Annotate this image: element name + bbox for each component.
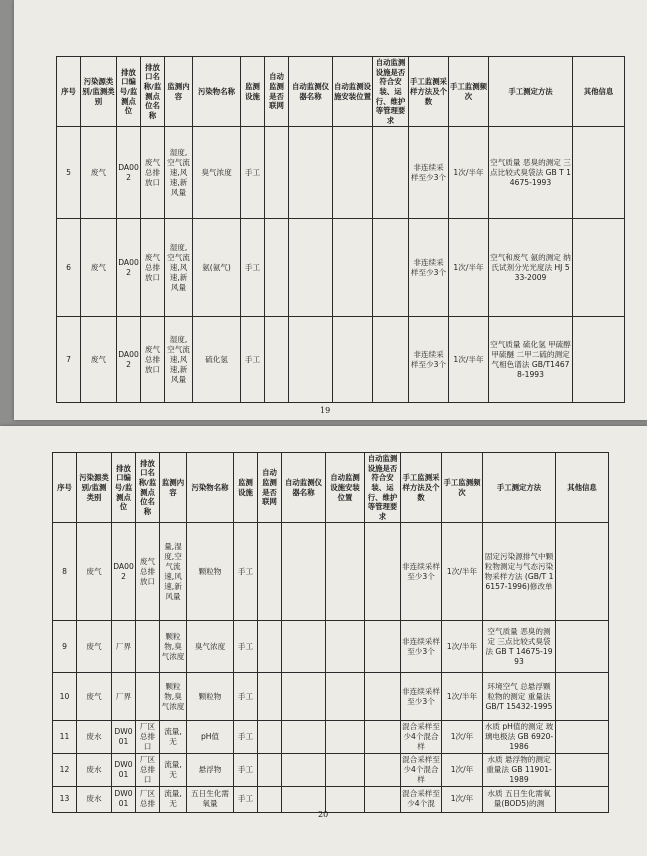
cell-serial-no: 7 xyxy=(57,317,81,403)
cell-monitoring-content: 流量,无 xyxy=(160,721,187,754)
cell-other-info xyxy=(573,317,625,403)
cell-monitoring-content: 湿度,空气流速,风速,新风量 xyxy=(165,127,193,219)
cell-monitoring-content: 流量,无 xyxy=(160,786,187,812)
page-number: 20 xyxy=(318,810,329,819)
cell-manual-frequency: 1次/年 xyxy=(442,786,483,812)
cell-auto-install-position xyxy=(326,621,365,673)
cell-manual-method: 空气质量 硫化氢 甲硫醇 甲硫醚 二甲二硫的测定 气相色谱法 GB/T14678-1993 xyxy=(489,317,573,403)
cell-auto-instrument xyxy=(282,721,326,754)
table-row xyxy=(53,621,609,673)
cell-pollutant-name: 臭气浓度 xyxy=(187,621,234,673)
cell-monitoring-facility: 手工 xyxy=(234,786,258,812)
table-row xyxy=(53,753,609,786)
cell-outlet-code: DW001 xyxy=(112,786,136,812)
cell-monitoring-facility: 手工 xyxy=(241,219,265,317)
cell-pollutant-name: 悬浮物 xyxy=(187,753,234,786)
cell-outlet-code: DA002 xyxy=(117,127,141,219)
cell-monitoring-content: 颗粒物,臭气浓度 xyxy=(160,673,187,721)
cell-auto-install-position xyxy=(333,219,373,317)
header-manual-frequency: 手工监测频次 xyxy=(449,57,489,127)
cell-monitoring-facility: 手工 xyxy=(234,721,258,754)
cell-monitoring-facility: 手工 xyxy=(241,127,265,219)
header-pollutant-category: 污染源类别/监测类别 xyxy=(77,453,112,523)
header-monitoring-content: 监测内容 xyxy=(165,57,193,127)
cell-auto-instrument xyxy=(289,317,333,403)
cell-serial-no: 6 xyxy=(57,219,81,317)
cell-manual-method: 空气和废气 氨的测定 纳氏试剂分光光度法 HJ 533-2009 xyxy=(489,219,573,317)
cell-manual-method: 空气质量 恶臭的测定 三点比较式臭袋法 GB T 14675-1993 xyxy=(483,621,556,673)
cell-manual-sampling: 非连续采样至少3个 xyxy=(409,219,449,317)
cell-auto-compliance xyxy=(365,721,401,754)
cell-pollutant-name: 氨(氨气) xyxy=(193,219,241,317)
cell-serial-no: 10 xyxy=(53,673,77,721)
header-other-info: 其他信息 xyxy=(573,57,625,127)
cell-pollutant-category: 废水 xyxy=(77,721,112,754)
cell-manual-frequency: 1次/半年 xyxy=(449,219,489,317)
header-manual-sampling: 手工监测采样方法及个数 xyxy=(401,453,442,523)
cell-auto-install-position xyxy=(326,721,365,754)
cell-auto-install-position xyxy=(333,127,373,219)
cell-other-info xyxy=(556,721,609,754)
cell-auto-install-position xyxy=(326,523,365,621)
cell-auto-networked xyxy=(258,621,282,673)
cell-manual-frequency: 1次/半年 xyxy=(442,673,483,721)
cell-auto-compliance xyxy=(365,786,401,812)
cell-other-info xyxy=(556,621,609,673)
cell-manual-method: 水质 五日生化需氧量(BOD5)的测 xyxy=(483,786,556,812)
cell-outlet-code: DW001 xyxy=(112,753,136,786)
cell-pollutant-category: 废气 xyxy=(77,673,112,721)
cell-other-info xyxy=(556,523,609,621)
cell-auto-install-position xyxy=(326,753,365,786)
monitoring-table-page-19 xyxy=(56,56,625,403)
header-serial-no: 序号 xyxy=(53,453,77,523)
cell-pollutant-category: 废水 xyxy=(77,786,112,812)
cell-manual-sampling: 混合采样至少4个混 xyxy=(401,786,442,812)
cell-auto-instrument xyxy=(289,127,333,219)
cell-manual-sampling: 非连续采样至少3个 xyxy=(409,127,449,219)
cell-pollutant-category: 废气 xyxy=(81,317,117,403)
table-row xyxy=(57,219,625,317)
cell-monitoring-content: 湿度,空气流速,风速,新风量 xyxy=(165,219,193,317)
cell-manual-sampling: 非连续采样至少3个 xyxy=(401,621,442,673)
page-20 xyxy=(0,426,647,856)
cell-pollutant-category: 废气 xyxy=(77,523,112,621)
cell-manual-sampling: 非连续采样至少3个 xyxy=(401,673,442,721)
cell-auto-compliance xyxy=(373,317,409,403)
header-auto-instrument: 自动监测仪器名称 xyxy=(289,57,333,127)
cell-auto-instrument xyxy=(282,621,326,673)
cell-auto-instrument xyxy=(289,219,333,317)
cell-outlet-name: 厂区总排 xyxy=(136,786,160,812)
cell-outlet-name: 厂区总排口 xyxy=(136,753,160,786)
cell-auto-compliance xyxy=(373,219,409,317)
cell-pollutant-name: pH值 xyxy=(187,721,234,754)
header-pollutant-name: 污染物名称 xyxy=(193,57,241,127)
cell-auto-instrument xyxy=(282,753,326,786)
cell-monitoring-facility: 手工 xyxy=(234,753,258,786)
table-row xyxy=(53,721,609,754)
cell-manual-frequency: 1次/年 xyxy=(442,721,483,754)
cell-other-info xyxy=(556,673,609,721)
cell-manual-frequency: 1次/半年 xyxy=(442,621,483,673)
cell-auto-install-position xyxy=(333,317,373,403)
cell-outlet-name xyxy=(136,621,160,673)
cell-auto-instrument xyxy=(282,523,326,621)
header-pollutant-name: 污染物名称 xyxy=(187,453,234,523)
cell-manual-method: 环境空气 总悬浮颗粒物的测定 重量法 GB/T 15432-1995 xyxy=(483,673,556,721)
cell-pollutant-name: 硫化氢 xyxy=(193,317,241,403)
cell-outlet-code: DA002 xyxy=(117,317,141,403)
cell-auto-instrument xyxy=(282,673,326,721)
cell-pollutant-name: 颗粒物 xyxy=(187,523,234,621)
cell-pollutant-category: 废气 xyxy=(77,621,112,673)
header-serial-no: 序号 xyxy=(57,57,81,127)
table-row xyxy=(57,127,625,219)
cell-monitoring-content: 量,湿度,空气流速,风速,新风量 xyxy=(160,523,187,621)
cell-manual-method: 水质 悬浮物的测定 重量法 GB 11901-1989 xyxy=(483,753,556,786)
cell-other-info xyxy=(573,219,625,317)
cell-auto-networked xyxy=(258,753,282,786)
table-row xyxy=(53,673,609,721)
cell-outlet-name: 废气总排放口 xyxy=(141,219,165,317)
header-manual-method: 手工测定方法 xyxy=(483,453,556,523)
cell-pollutant-category: 废气 xyxy=(81,127,117,219)
cell-auto-compliance xyxy=(365,753,401,786)
cell-outlet-name xyxy=(136,673,160,721)
cell-auto-compliance xyxy=(365,523,401,621)
header-pollutant-category: 污染源类别/监测类别 xyxy=(81,57,117,127)
cell-serial-no: 12 xyxy=(53,753,77,786)
cell-manual-method: 水质 pH值的测定 玻璃电极法 GB 6920-1986 xyxy=(483,721,556,754)
cell-auto-networked xyxy=(265,219,289,317)
cell-auto-networked xyxy=(265,127,289,219)
cell-auto-instrument xyxy=(282,786,326,812)
cell-serial-no: 11 xyxy=(53,721,77,754)
table-row xyxy=(53,523,609,621)
header-auto-networked: 自动监测是否联网 xyxy=(258,453,282,523)
cell-pollutant-category: 废水 xyxy=(77,753,112,786)
cell-manual-sampling: 非连续采样至少3个 xyxy=(401,523,442,621)
header-manual-frequency: 手工监测频次 xyxy=(442,453,483,523)
cell-outlet-code: DW001 xyxy=(112,721,136,754)
cell-outlet-code: DA002 xyxy=(117,219,141,317)
cell-serial-no: 5 xyxy=(57,127,81,219)
cell-manual-frequency: 1次/半年 xyxy=(449,127,489,219)
header-auto-compliance: 自动监测设施是否符合安装、运行、维护等管理要求 xyxy=(365,453,401,523)
cell-monitoring-content: 流量,无 xyxy=(160,753,187,786)
header-row xyxy=(53,453,609,523)
cell-manual-frequency: 1次/半年 xyxy=(449,317,489,403)
cell-pollutant-category: 废气 xyxy=(81,219,117,317)
cell-auto-networked xyxy=(258,786,282,812)
cell-auto-compliance xyxy=(373,127,409,219)
cell-other-info xyxy=(556,753,609,786)
cell-outlet-code: 厂界 xyxy=(112,621,136,673)
cell-outlet-name: 废气总排放口 xyxy=(141,317,165,403)
cell-outlet-name: 废气总排放口 xyxy=(136,523,160,621)
header-other-info: 其他信息 xyxy=(556,453,609,523)
header-auto-networked: 自动监测是否联网 xyxy=(265,57,289,127)
cell-other-info xyxy=(556,786,609,812)
cell-monitoring-facility: 手工 xyxy=(234,621,258,673)
header-row xyxy=(57,57,625,127)
header-auto-install-position: 自动监测设施安装位置 xyxy=(326,453,365,523)
header-manual-sampling: 手工监测采样方法及个数 xyxy=(409,57,449,127)
header-auto-install-position: 自动监测设施安装位置 xyxy=(333,57,373,127)
cell-auto-install-position xyxy=(326,786,365,812)
cell-serial-no: 8 xyxy=(53,523,77,621)
cell-auto-networked xyxy=(258,721,282,754)
cell-outlet-name: 废气总排放口 xyxy=(141,127,165,219)
cell-auto-networked xyxy=(258,523,282,621)
header-outlet-name: 排放口名称/监测点位名称 xyxy=(141,57,165,127)
header-monitoring-facility: 监测设施 xyxy=(234,453,258,523)
header-monitoring-content: 监测内容 xyxy=(160,453,187,523)
header-outlet-code: 排放口编号/监测点位 xyxy=(112,453,136,523)
cell-outlet-code: DA002 xyxy=(112,523,136,621)
cell-other-info xyxy=(573,127,625,219)
page-number: 19 xyxy=(320,406,331,415)
header-outlet-code: 排放口编号/监测点位 xyxy=(117,57,141,127)
header-monitoring-facility: 监测设施 xyxy=(241,57,265,127)
cell-pollutant-name: 臭气浓度 xyxy=(193,127,241,219)
cell-auto-compliance xyxy=(365,621,401,673)
cell-monitoring-content: 颗粒物,臭气浓度 xyxy=(160,621,187,673)
cell-monitoring-facility: 手工 xyxy=(234,523,258,621)
cell-outlet-code: 厂界 xyxy=(112,673,136,721)
page-19 xyxy=(14,0,647,420)
header-auto-compliance: 自动监测设施是否符合安装、运行、维护等管理要求 xyxy=(373,57,409,127)
cell-manual-sampling: 非连续采样至少3个 xyxy=(409,317,449,403)
cell-pollutant-name: 颗粒物 xyxy=(187,673,234,721)
cell-manual-method: 空气质量 恶臭的测定 三点比较式臭袋法 GB T 14675-1993 xyxy=(489,127,573,219)
cell-pollutant-name: 五日生化需氧量 xyxy=(187,786,234,812)
cell-manual-sampling: 混合采样至少4个混合样 xyxy=(401,721,442,754)
cell-auto-networked xyxy=(258,673,282,721)
cell-monitoring-facility: 手工 xyxy=(234,673,258,721)
cell-monitoring-content: 湿度,空气流速,风速,新风量 xyxy=(165,317,193,403)
cell-manual-frequency: 1次/半年 xyxy=(442,523,483,621)
header-outlet-name: 排放口名称/监测点位名称 xyxy=(136,453,160,523)
cell-auto-networked xyxy=(265,317,289,403)
cell-serial-no: 9 xyxy=(53,621,77,673)
cell-auto-compliance xyxy=(365,673,401,721)
cell-auto-install-position xyxy=(326,673,365,721)
cell-serial-no: 13 xyxy=(53,786,77,812)
cell-manual-method: 固定污染源排气中颗粒物测定与气态污染物采样方法 (GB/T 16157-1996)修改单 xyxy=(483,523,556,621)
cell-outlet-name: 厂区总排口 xyxy=(136,721,160,754)
cell-manual-frequency: 1次/年 xyxy=(442,753,483,786)
table-row xyxy=(53,786,609,812)
cell-manual-sampling: 混合采样至少4个混合样 xyxy=(401,753,442,786)
cell-monitoring-facility: 手工 xyxy=(241,317,265,403)
header-manual-method: 手工测定方法 xyxy=(489,57,573,127)
table-row xyxy=(57,317,625,403)
monitoring-table-page-20 xyxy=(52,452,609,813)
header-auto-instrument: 自动监测仪器名称 xyxy=(282,453,326,523)
